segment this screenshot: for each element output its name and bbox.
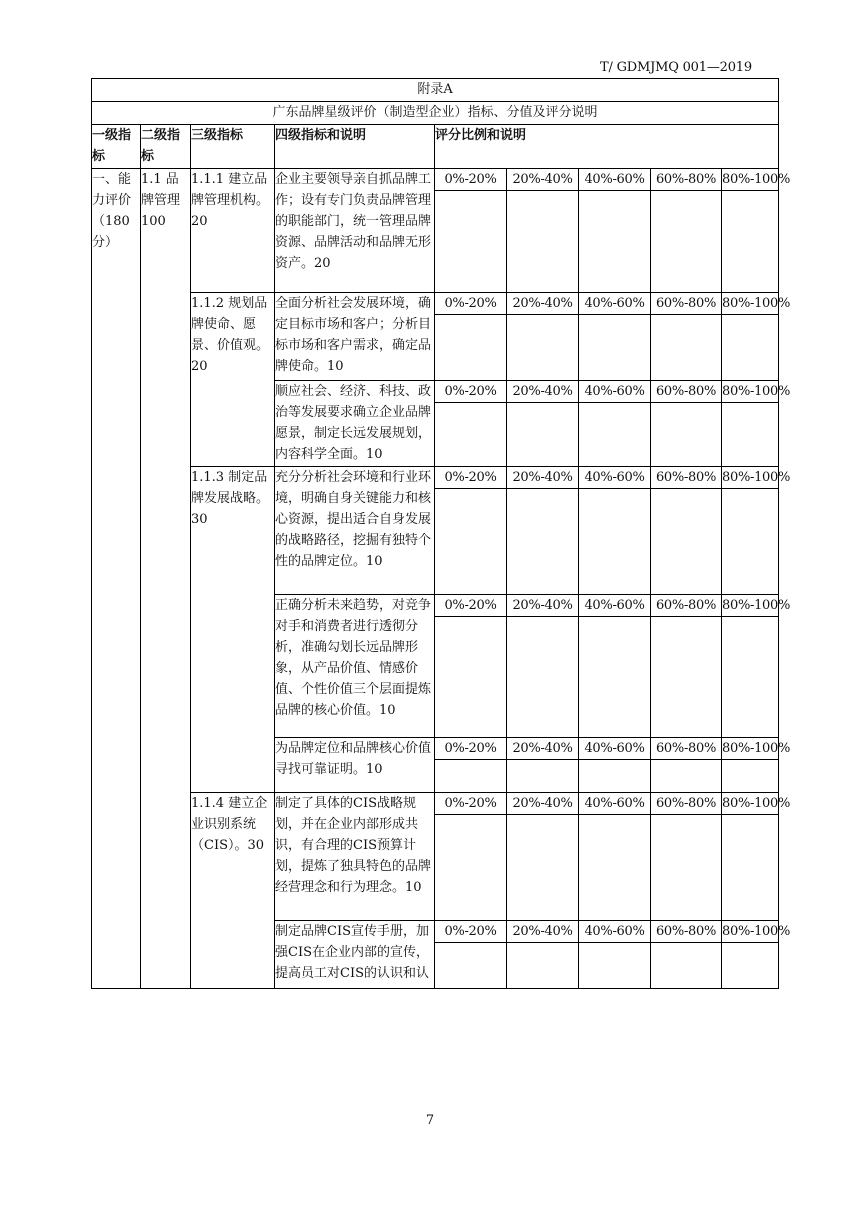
- level1-cell: 一、能力评价（180分）: [92, 169, 141, 989]
- score-blank-cell: [507, 815, 579, 921]
- standard-code: T/ GDMJMQ 001—2019: [600, 60, 752, 75]
- score-blank-cell: [651, 191, 722, 293]
- score-blank-cell: [435, 403, 507, 467]
- score-range-cell: 0%-20%: [435, 293, 507, 315]
- score-range-cell: 80%-100%: [722, 738, 779, 760]
- score-blank-cell: [507, 489, 579, 595]
- score-blank-cell: [722, 315, 779, 381]
- score-range-cell: 80%-100%: [722, 467, 779, 489]
- score-blank-cell: [435, 760, 507, 793]
- score-blank-cell: [507, 403, 579, 467]
- score-blank-cell: [722, 617, 779, 738]
- score-range-cell: 20%-40%: [507, 595, 579, 617]
- score-blank-cell: [507, 191, 579, 293]
- header-level4: 四级指标和说明: [275, 125, 435, 169]
- header-level3: 三级指标: [191, 125, 275, 169]
- score-range-cell: 0%-20%: [435, 921, 507, 943]
- score-range-cell: 80%-100%: [722, 293, 779, 315]
- header-level1: 一级指标: [92, 125, 141, 169]
- level3-cell: 1.1.3 制定品牌发展战略。30: [191, 467, 275, 793]
- score-blank-cell: [435, 191, 507, 293]
- evaluation-table: [91, 78, 791, 989]
- score-range-cell: 60%-80%: [651, 595, 722, 617]
- score-blank-cell: [579, 815, 651, 921]
- score-range-cell: 80%-100%: [722, 921, 779, 943]
- level4-cell: 制定了具体的CIS战略规划，并在企业内部形成共识，有合理的CIS预算计划，提炼了独具特色的品牌经营理念和行为理念。10: [275, 793, 435, 921]
- header-score: 评分比例和说明: [435, 125, 779, 169]
- score-blank-cell: [507, 943, 579, 989]
- score-range-cell: 40%-60%: [579, 921, 651, 943]
- level4-cell: 制定品牌CIS宣传手册，加强CIS在企业内部的宣传，提高员工对CIS的认识和认: [275, 921, 435, 989]
- score-blank-cell: [722, 489, 779, 595]
- score-blank-cell: [651, 315, 722, 381]
- score-blank-cell: [435, 315, 507, 381]
- score-blank-cell: [722, 943, 779, 989]
- score-range-cell: 20%-40%: [507, 921, 579, 943]
- score-range-cell: 60%-80%: [651, 738, 722, 760]
- score-range-cell: 60%-80%: [651, 381, 722, 403]
- score-blank-cell: [722, 191, 779, 293]
- score-range-cell: 40%-60%: [579, 793, 651, 815]
- header-level2: 二级指标: [141, 125, 191, 169]
- level2-cell: 1.1 品牌管理100: [141, 169, 191, 989]
- score-range-cell: 40%-60%: [579, 293, 651, 315]
- score-range-cell: 80%-100%: [722, 595, 779, 617]
- score-blank-cell: [579, 760, 651, 793]
- score-range-cell: 20%-40%: [507, 467, 579, 489]
- score-range-cell: 40%-60%: [579, 738, 651, 760]
- score-blank-cell: [435, 815, 507, 921]
- level3-cell: 1.1.1 建立品牌管理机构。20: [191, 169, 275, 293]
- score-blank-cell: [579, 943, 651, 989]
- score-range-cell: 40%-60%: [579, 595, 651, 617]
- score-range-cell: 60%-80%: [651, 169, 722, 191]
- score-blank-cell: [722, 760, 779, 793]
- score-range-cell: 20%-40%: [507, 793, 579, 815]
- score-range-cell: 60%-80%: [651, 793, 722, 815]
- score-range-cell: 20%-40%: [507, 381, 579, 403]
- score-range-cell: 40%-60%: [579, 169, 651, 191]
- score-range-cell: 20%-40%: [507, 738, 579, 760]
- page-number: 7: [425, 1113, 435, 1128]
- score-blank-cell: [579, 489, 651, 595]
- score-blank-cell: [651, 943, 722, 989]
- score-range-cell: 20%-40%: [507, 293, 579, 315]
- score-blank-cell: [651, 815, 722, 921]
- score-blank-cell: [435, 617, 507, 738]
- score-range-cell: 0%-20%: [435, 467, 507, 489]
- score-range-cell: 0%-20%: [435, 793, 507, 815]
- appendix-title: 附录A: [92, 79, 779, 102]
- score-blank-cell: [651, 617, 722, 738]
- level4-cell: 正确分析未来趋势，对竞争对手和消费者进行透彻分析，准确勾划长远品牌形象，从产品价值、情感价值、个性价值三个层面提炼品牌的核心价值。10: [275, 595, 435, 738]
- score-blank-cell: [507, 315, 579, 381]
- score-blank-cell: [579, 617, 651, 738]
- score-blank-cell: [722, 815, 779, 921]
- score-range-cell: 20%-40%: [507, 169, 579, 191]
- score-blank-cell: [722, 403, 779, 467]
- score-blank-cell: [579, 191, 651, 293]
- score-blank-cell: [651, 489, 722, 595]
- score-range-cell: 40%-60%: [579, 381, 651, 403]
- score-blank-cell: [507, 760, 579, 793]
- score-blank-cell: [651, 403, 722, 467]
- score-range-cell: 60%-80%: [651, 467, 722, 489]
- score-range-cell: 0%-20%: [435, 595, 507, 617]
- score-range-cell: 0%-20%: [435, 381, 507, 403]
- score-range-cell: 60%-80%: [651, 921, 722, 943]
- score-blank-cell: [435, 943, 507, 989]
- level3-cell: 1.1.2 规划品牌使命、愿景、价值观。20: [191, 293, 275, 467]
- score-blank-cell: [435, 489, 507, 595]
- level4-cell: 顺应社会、经济、科技、政治等发展要求确立企业品牌愿景，制定长远发展规划，内容科学全面。10: [275, 381, 435, 467]
- score-blank-cell: [579, 403, 651, 467]
- score-range-cell: 80%-100%: [722, 169, 779, 191]
- level4-cell: 为品牌定位和品牌核心价值寻找可靠证明。10: [275, 738, 435, 793]
- table-title: 广东品牌星级评价（制造型企业）指标、分值及评分说明: [92, 102, 779, 125]
- level3-cell: 1.1.4 建立企业识别系统（CIS）。30: [191, 793, 275, 989]
- level4-cell: 企业主要领导亲自抓品牌工作；设有专门负责品牌管理的职能部门，统一管理品牌资源、品牌活动和品牌无形资产。20: [275, 169, 435, 293]
- score-range-cell: 80%-100%: [722, 381, 779, 403]
- score-range-cell: 0%-20%: [435, 738, 507, 760]
- score-blank-cell: [651, 760, 722, 793]
- score-range-cell: 80%-100%: [722, 793, 779, 815]
- level4-cell: 充分分析社会环境和行业环境，明确自身关键能力和核心资源，提出适合自身发展的战略路径，挖掘有独特个性的品牌定位。10: [275, 467, 435, 595]
- score-range-cell: 40%-60%: [579, 467, 651, 489]
- score-blank-cell: [507, 617, 579, 738]
- score-range-cell: 60%-80%: [651, 293, 722, 315]
- score-blank-cell: [579, 315, 651, 381]
- level4-cell: 全面分析社会发展环境，确定目标市场和客户；分析目标市场和客户需求，确定品牌使命。10: [275, 293, 435, 381]
- score-range-cell: 0%-20%: [435, 169, 507, 191]
